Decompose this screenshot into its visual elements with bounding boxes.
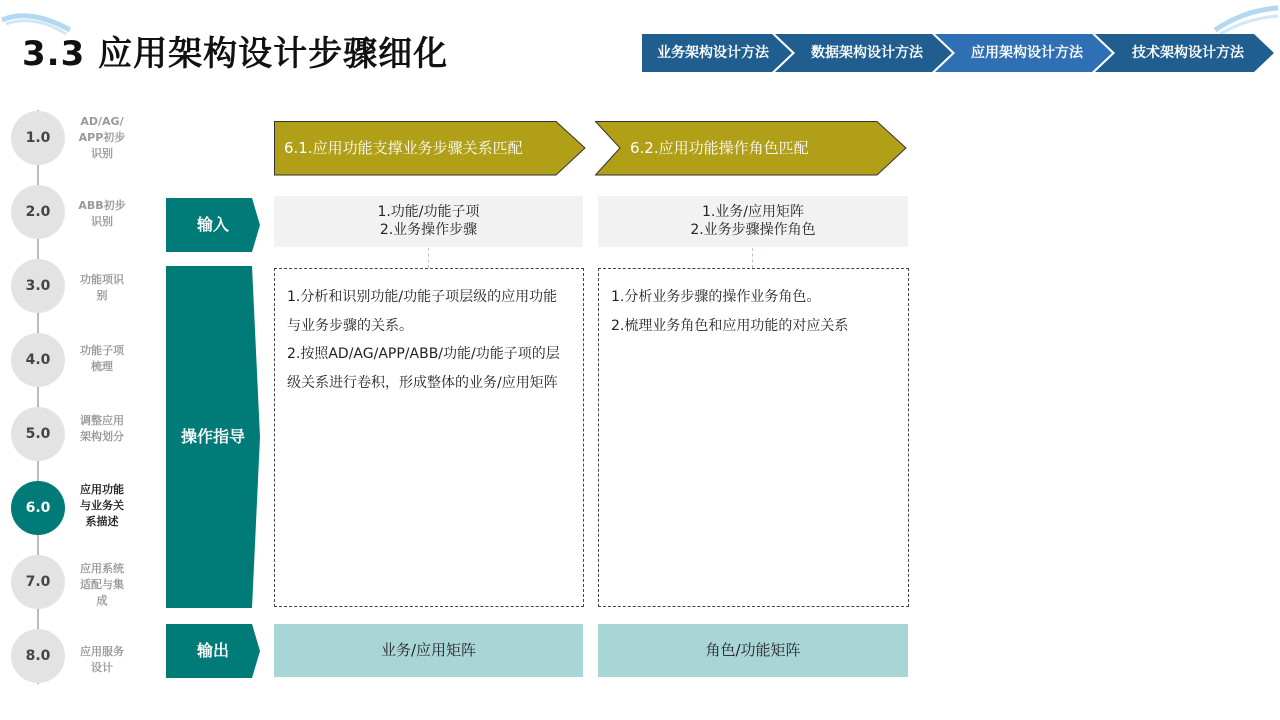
column-1-guide-item-2: 2.按照AD/AG/APP/ABB/功能/功能子项的层级关系进行卷积，形成整体的业务/应用矩阵 [287, 346, 560, 391]
column-2-input-2: 2.业务步骤操作角色 [690, 222, 816, 238]
step-label-3: 功能项识 别 [80, 273, 124, 302]
page-title: 3.3 应用架构设计步骤细化 [22, 34, 449, 74]
guide-tag: 操作指导 [180, 427, 245, 446]
step-label-5: 调整应用 架构划分 [80, 414, 124, 443]
step-label-7: 应用系统 适配与集 成 [80, 562, 124, 607]
column-1-guide [274, 268, 584, 607]
step-label-4: 功能子项 梳理 [80, 344, 124, 373]
step-circle-6[interactable]: 6.0 [11, 481, 65, 535]
column-1-inputs [274, 196, 583, 247]
step-circle-1[interactable]: 1.0 [11, 111, 65, 165]
column-1-guide-item-1: 1.分析和识别功能/功能子项层级的应用功能与业务步骤的关系。 [287, 289, 558, 334]
step-circle-3[interactable]: 3.0 [11, 259, 65, 313]
nav-item-business[interactable]: 业务架构设计方法 [657, 45, 769, 61]
column-1-header: 6.1.应用功能支撑业务步骤关系匹配 [284, 139, 523, 157]
nav-item-application[interactable]: 应用架构设计方法 [971, 45, 1083, 61]
column-2-input-1: 1.业务/应用矩阵 [701, 204, 805, 220]
step-circle-5[interactable]: 5.0 [11, 407, 65, 461]
column-2-guide-item-1: 1.分析业务步骤的操作业务角色。 [611, 289, 821, 305]
column-1-input-1: 1.功能/功能子项 [377, 204, 480, 220]
step-label-2: ABB初步 识别 [78, 199, 126, 228]
nav-item-data[interactable]: 数据架构设计方法 [811, 45, 923, 61]
column-2-guide [598, 268, 909, 607]
column-2-header: 6.2.应用功能操作角色匹配 [630, 139, 809, 157]
step-label-1: AD/AG/ APP初步 识别 [78, 115, 126, 160]
output-tag: 输出 [196, 641, 229, 660]
step-circle-7[interactable]: 7.0 [11, 555, 65, 609]
step-label-8: 应用服务 设计 [80, 645, 124, 674]
column-1-output: 业务/应用矩阵 [274, 624, 583, 677]
step-circle-4[interactable]: 4.0 [11, 333, 65, 387]
column-1-input-2: 2.业务操作步骤 [379, 222, 478, 238]
column-2-connector [752, 248, 753, 268]
column-2-guide-item-2: 2.梳理业务角色和应用功能的对应关系 [611, 317, 849, 334]
column-1-connector [428, 248, 429, 268]
column-2-output: 角色/功能矩阵 [598, 624, 908, 677]
column-2-inputs [598, 196, 908, 247]
step-circle-2[interactable]: 2.0 [11, 185, 65, 239]
method-nav [642, 34, 1274, 72]
step-label-6: 应用功能 与业务关 系描述 [80, 483, 124, 528]
input-tag: 输入 [196, 215, 229, 234]
step-circle-8[interactable]: 8.0 [11, 629, 65, 683]
nav-item-technology[interactable]: 技术架构设计方法 [1132, 45, 1244, 61]
